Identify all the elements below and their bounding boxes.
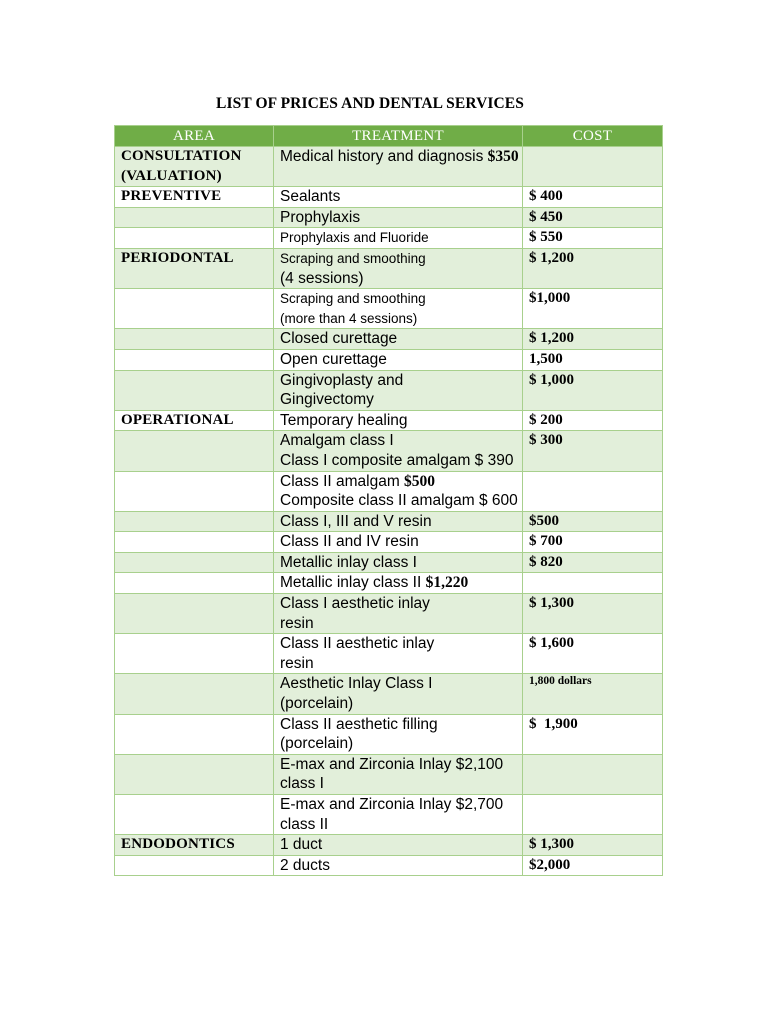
treatment-cell: Class I, III and V resin (274, 511, 523, 532)
table-row (115, 532, 663, 553)
treatment-cell: 1 duct (274, 835, 523, 856)
treatment-cell: Prophylaxis (274, 207, 523, 228)
cost-cell: $ 1,200 (523, 329, 663, 350)
area-cell (115, 573, 274, 594)
cost-cell: 1,800 dollars (523, 674, 663, 714)
cost-cell: $1,000 (523, 289, 663, 329)
area-cell (115, 289, 274, 329)
treatment-line-2: (more than 4 sessions) (280, 310, 418, 326)
table-row (115, 207, 663, 228)
area-cell (115, 228, 274, 249)
cost-cell: $ 300 (523, 431, 663, 471)
treatment-cell (274, 289, 523, 329)
treatment-cell (274, 754, 523, 794)
treatment-line-2: resin (280, 614, 314, 632)
table-row (115, 147, 663, 187)
treatment-line-2: (porcelain) (280, 695, 354, 713)
treatment-cell: Class II and IV resin (274, 532, 523, 553)
table-row (115, 552, 663, 573)
table-row (115, 228, 663, 249)
table-row (115, 674, 663, 714)
table-row (115, 835, 663, 856)
cost-cell: $ 450 (523, 207, 663, 228)
cost-cell: $ 1,200 (523, 248, 663, 288)
area-cell (115, 511, 274, 532)
table-row (115, 634, 663, 674)
area-cell (115, 855, 274, 876)
area-cell: PREVENTIVE (115, 187, 274, 208)
table-row (115, 410, 663, 431)
cost-cell: $ 400 (523, 187, 663, 208)
cost-cell (523, 471, 663, 511)
treatment-line-2: Composite class II amalgam $ 600 (280, 492, 518, 510)
cost-cell (523, 147, 663, 187)
page-title: LIST OF PRICES AND DENTAL SERVICES (216, 95, 524, 112)
treatment-price: $500 (404, 472, 436, 490)
area-cell (115, 370, 274, 410)
treatment-line-1: E-max and Zirconia Inlay $2,100 (280, 755, 504, 773)
treatment-line-2: class I (280, 775, 324, 793)
treatment-line-2: (4 sessions) (280, 269, 364, 287)
treatment-line-2: resin (280, 654, 314, 672)
area-cell (115, 714, 274, 754)
table-row (115, 855, 663, 876)
treatment-price: $350 (487, 148, 519, 165)
area-cell (115, 471, 274, 511)
treatment-line-1: Class I aesthetic inlay (280, 595, 430, 613)
table-row (115, 431, 663, 471)
cost-cell: $ 1,000 (523, 370, 663, 410)
area-cell (115, 431, 274, 471)
area-cell (115, 795, 274, 835)
treatment-cell (274, 714, 523, 754)
table-row (115, 248, 663, 288)
table-row (115, 329, 663, 350)
header-treatment: TREATMENT (274, 126, 523, 147)
cost-cell: $ 550 (523, 228, 663, 249)
table-row (115, 349, 663, 370)
treatment-line-1: Gingivoplasty and (280, 371, 404, 389)
table-row (115, 187, 663, 208)
cost-cell: $500 (523, 511, 663, 532)
table-row (115, 573, 663, 594)
treatment-cell (274, 471, 523, 511)
treatment-cell: 2 ducts (274, 855, 523, 876)
area-cell (115, 329, 274, 350)
treatment-line-2: (porcelain) (280, 735, 354, 753)
treatment-line-1: Scraping and smoothing (280, 291, 426, 307)
area-cell (115, 674, 274, 714)
table-row (115, 594, 663, 634)
price-table (114, 125, 663, 876)
header-area: AREA (115, 126, 274, 147)
header-cost: COST (523, 126, 663, 147)
treatment-cell: Metallic inlay class I (274, 552, 523, 573)
treatment-cell: Prophylaxis and Fluoride (274, 228, 523, 249)
treatment-text: Metallic inlay class II (280, 574, 426, 592)
area-cell (115, 594, 274, 634)
treatment-cell (274, 147, 523, 187)
treatment-line-1: Aesthetic Inlay Class I (280, 675, 433, 693)
cost-cell: $ 1,600 (523, 634, 663, 674)
treatment-line-1: Amalgam class I (280, 432, 394, 450)
cost-cell: $ 1,300 (523, 835, 663, 856)
table-row (115, 714, 663, 754)
area-cell: OPERATIONAL (115, 410, 274, 431)
treatment-line-2: Class I composite amalgam $ 390 (280, 451, 514, 469)
treatment-cell (274, 248, 523, 288)
area-cell (115, 532, 274, 553)
area-cell: CONSULTATION (VALUATION) (115, 147, 274, 187)
treatment-cell (274, 594, 523, 634)
treatment-line-1: Scraping and smoothing (280, 250, 426, 266)
treatment-price: $1,220 (425, 574, 469, 592)
area-cell (115, 754, 274, 794)
treatment-line-2: Gingivectomy (280, 391, 374, 409)
treatment-text: Medical history and diagnosis (280, 148, 488, 165)
table-row (115, 471, 663, 511)
table-row (115, 370, 663, 410)
treatment-cell: Closed curettage (274, 329, 523, 350)
cost-cell (523, 795, 663, 835)
area-cell (115, 349, 274, 370)
table-row (115, 289, 663, 329)
cost-cell: $ 700 (523, 532, 663, 553)
cost-cell: $ 1,300 (523, 594, 663, 634)
cost-cell (523, 573, 663, 594)
cost-cell: $ 1,900 (523, 714, 663, 754)
area-cell: ENDODONTICS (115, 835, 274, 856)
treatment-cell: Open curettage (274, 349, 523, 370)
treatment-cell (274, 674, 523, 714)
cost-cell: $2,000 (523, 855, 663, 876)
treatment-cell (274, 634, 523, 674)
treatment-cell: Sealants (274, 187, 523, 208)
treatment-cell: Temporary healing (274, 410, 523, 431)
treatment-text: Class II amalgam (280, 472, 405, 490)
table-row (115, 795, 663, 835)
area-cell (115, 207, 274, 228)
area-cell (115, 552, 274, 573)
treatment-line-1: Class II aesthetic inlay (280, 635, 435, 653)
area-cell (115, 634, 274, 674)
treatment-line-2: class II (280, 815, 329, 833)
cost-cell (523, 754, 663, 794)
table-row (115, 754, 663, 794)
treatment-cell (274, 370, 523, 410)
treatment-line-1: Class II aesthetic filling (280, 715, 438, 733)
table-header-row (115, 126, 663, 147)
cost-cell: 1,500 (523, 349, 663, 370)
table-row (115, 511, 663, 532)
cost-cell: $ 820 (523, 552, 663, 573)
cost-cell: $ 200 (523, 410, 663, 431)
treatment-line-1: E-max and Zirconia Inlay $2,700 (280, 796, 504, 813)
treatment-cell (274, 431, 523, 471)
area-cell: PERIODONTAL (115, 248, 274, 288)
treatment-cell (274, 795, 523, 835)
treatment-cell (274, 573, 523, 594)
